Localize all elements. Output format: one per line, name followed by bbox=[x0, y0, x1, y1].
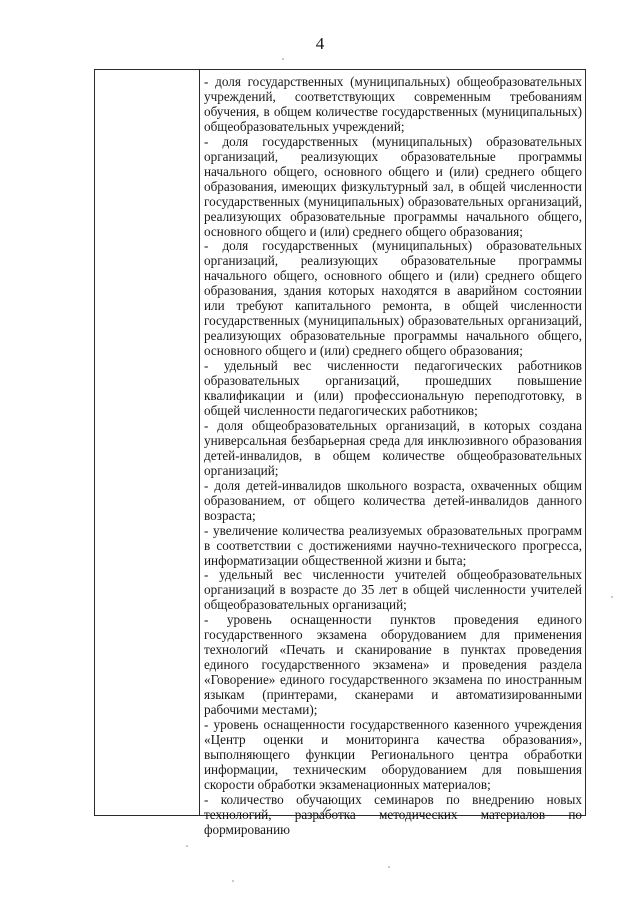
document-table bbox=[94, 69, 586, 837]
indicator-paragraph: - удельный вес численности педагогических работников образовательных организаций, прошедших повышение квалификации и (или) профессиональную переподготовку, в общей численности педагогических работников; bbox=[204, 358, 582, 418]
indicator-paragraph: - увеличение количества реализуемых образовательных программ в соответствии с достижениями научно-технического прогресса, информатизации общественной жизни и быта; bbox=[204, 522, 582, 568]
scan-speck bbox=[186, 845, 188, 847]
scan-speck bbox=[282, 58, 284, 60]
indicator-paragraph: - доля государственных (муниципальных) образовательных организаций, реализующих образовательные программы начального общего, основного общего и (или) среднего общего образования, имеющих физкультурный зал, в общей численности государственных (муниципальных) образовательных организаций, реализующих образовательные программы начального общего, основного общего и (или) среднего общего образования; bbox=[204, 133, 582, 239]
indicator-paragraph: - количество обучающих семинаров по внедрению новых технологий, разработка методических материалов по формированию bbox=[204, 791, 582, 837]
indicator-paragraph: - уровень оснащенности государственного казенного учреждения «Центр оценки и мониторинга качества образования», выполняющего функции Регионального центра обработки информации, техническим оборудованием для повышения скорости обработки экзаменационных материалов; bbox=[204, 716, 582, 792]
indicator-paragraph: - доля общеобразовательных организаций, в которых создана универсальная безбарьерная среда для инклюзивного образования детей-инвалидов, в общем количестве общеобразовательных организаций; bbox=[204, 417, 582, 478]
indicator-paragraph: - доля государственных (муниципальных) образовательных организаций, реализующих образовательные программы начального общего, основного общего и (или) среднего общего образования, здания которых находятся в аварийном состоянии или требуют капитального ремонта, в общей численности государственных (муниципальных) образовательных организаций, реализующих образовательные программы начального общего, основного общего и (или) среднего общего образования; bbox=[204, 238, 582, 359]
indicator-paragraph: - доля государственных (муниципальных) общеобразовательных учреждений, соответствующих современным требованиям обучения, в общем количестве государственных (муниципальных) общеобразовательных учреждений; bbox=[204, 74, 582, 134]
indicator-paragraph: - уровень оснащенности пунктов проведения единого государственного экзамена оборудованием для применения технологий «Печать и сканирование в пунктах проведения единого государственного экзамена» и проведения раздела «Говорение» единого государственного экзамена по иностранным языкам (принтерами, сканерами и автоматизированными рабочими местами); bbox=[204, 612, 582, 718]
scan-speck bbox=[232, 880, 234, 882]
scan-speck bbox=[388, 866, 390, 868]
indicator-paragraph: - удельный вес численности учителей общеобразовательных организаций в возрасте до 35 лет в общей численности учителей общеобразовательных организаций; bbox=[204, 567, 582, 613]
table-left-cell bbox=[95, 70, 200, 815]
table-right-cell bbox=[200, 70, 585, 837]
indicator-paragraph: - доля детей-инвалидов школьного возраста, охваченных общим образованием, от общего количества детей-инвалидов данного возраста; bbox=[204, 477, 582, 523]
page-number: 4 bbox=[315, 34, 325, 53]
scan-speck bbox=[611, 596, 613, 598]
